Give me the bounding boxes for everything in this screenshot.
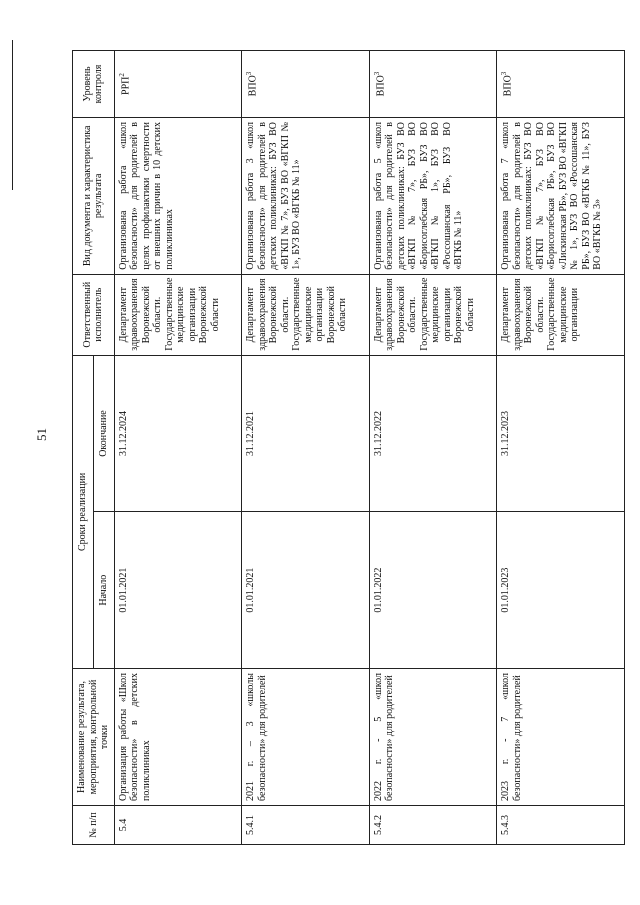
row-result: Организована работа «школ безопасности» для родителей в целях профилактики смертности от внешних причин в 10 детских поликлиниках [114,118,242,275]
row-result: Организована работа 3 «школ безопасности» для родителей в детских поликлиниках: БУЗ ВО «ВГКП № 7», БУЗ ВО «ВГКП № 1», БУЗ ВО «ВГКБ № 11» [242,118,370,275]
row-level-footnote: 2 [117,73,126,77]
header-terms: Сроки реализации [73,355,94,668]
header-executor: Ответственный исполнитель [73,274,115,355]
row-level [114,51,242,118]
row-executor: Департамент здравоохранения Воронежской области. Государственные медицинские организации [497,274,625,355]
row-level-text: ВПО [502,75,514,97]
row-executor: Департамент здравоохранения Воронежской области. Государственные медицинские организации Воронежской области [114,274,242,355]
document-table-rotated [72,50,620,845]
header-start: Начало [93,512,114,669]
row-end: 31.12.2021 [242,355,370,512]
row-start: 01.01.2021 [242,512,370,669]
row-name: 2023 г. - 7 «школ безопасности» для родителей [497,669,625,806]
row-end: 31.12.2024 [114,355,242,512]
table-body [114,51,624,845]
table-row [369,51,497,845]
row-num: 5.4.3 [497,806,625,845]
header-num: № п/п [73,806,115,845]
row-executor: Департамент здравоохранения Воронежской области. Государственные медицинские организации Воронежской области [242,274,370,355]
row-executor: Департамент здравоохранения Воронежской области. Государственные медицинские организации Воронежской области [369,274,497,355]
row-level [242,51,370,118]
row-num: 5.4.1 [242,806,370,845]
table-header [73,51,115,845]
row-level-footnote: 3 [245,71,253,76]
row-level-text: ВПО [247,75,259,97]
row-start: 01.01.2021 [114,512,242,669]
row-name: Организация работы «Школ безопасности» в детских поликлиниках [114,669,242,806]
table-row [497,51,625,845]
table-row [242,51,370,845]
row-end: 31.12.2022 [369,355,497,512]
table-row [114,51,242,845]
header-level: Уровень контроля [73,51,115,118]
row-level-text: РРП [119,76,131,95]
row-num: 5.4.2 [369,806,497,845]
row-level [497,51,625,118]
header-row [73,51,94,845]
row-name: 2022 г. - 5 «школ безопасности» для родителей [369,669,497,806]
row-level-footnote: 3 [500,71,508,76]
row-result: Организована работа 5 «школ безопасности» для родителей в детских поликлиниках: БУЗ ВО «ВГКП № 7», БУЗ ВО «Борисоглебская РБ», БУЗ ВО «ВГКП № 1», БУЗ ВО «Россошанская РБ», БУЗ ВО «ВГКБ № 11» [369,118,497,275]
footnote-separator [12,40,13,190]
row-end: 31.12.2023 [497,355,625,512]
row-level-footnote: 3 [372,71,381,76]
row-num: 5.4 [114,806,242,845]
row-start: 01.01.2022 [369,512,497,669]
row-name: 2021 г. – 3 «школы безопасности» для родителей [242,669,370,806]
header-end: Окончание [93,355,114,512]
row-result: Организована работа 7 «школ безопасности» для родителей в детских поликлиниках: БУЗ ВО «ВГКП № 7», БУЗ ВО «Борисоглебская РБ», БУЗ ВО «Лискинская РБ», БУЗ ВО «ВГКП № 1», БУЗ ВО «Россошанская РБ», БУЗ ВО «ВГКБ № 11», БУЗ ВО «ВГКБ № 3» [497,118,625,275]
row-level [369,51,497,118]
page-number: 51 [34,428,49,441]
header-result: Вид документа и характеристика результата [73,118,115,275]
results-table [72,50,625,845]
row-start: 01.01.2023 [497,512,625,669]
row-level-text: ВПО [374,75,386,97]
header-name: Наименование результата, мероприятия, контрольной точки [73,669,115,806]
